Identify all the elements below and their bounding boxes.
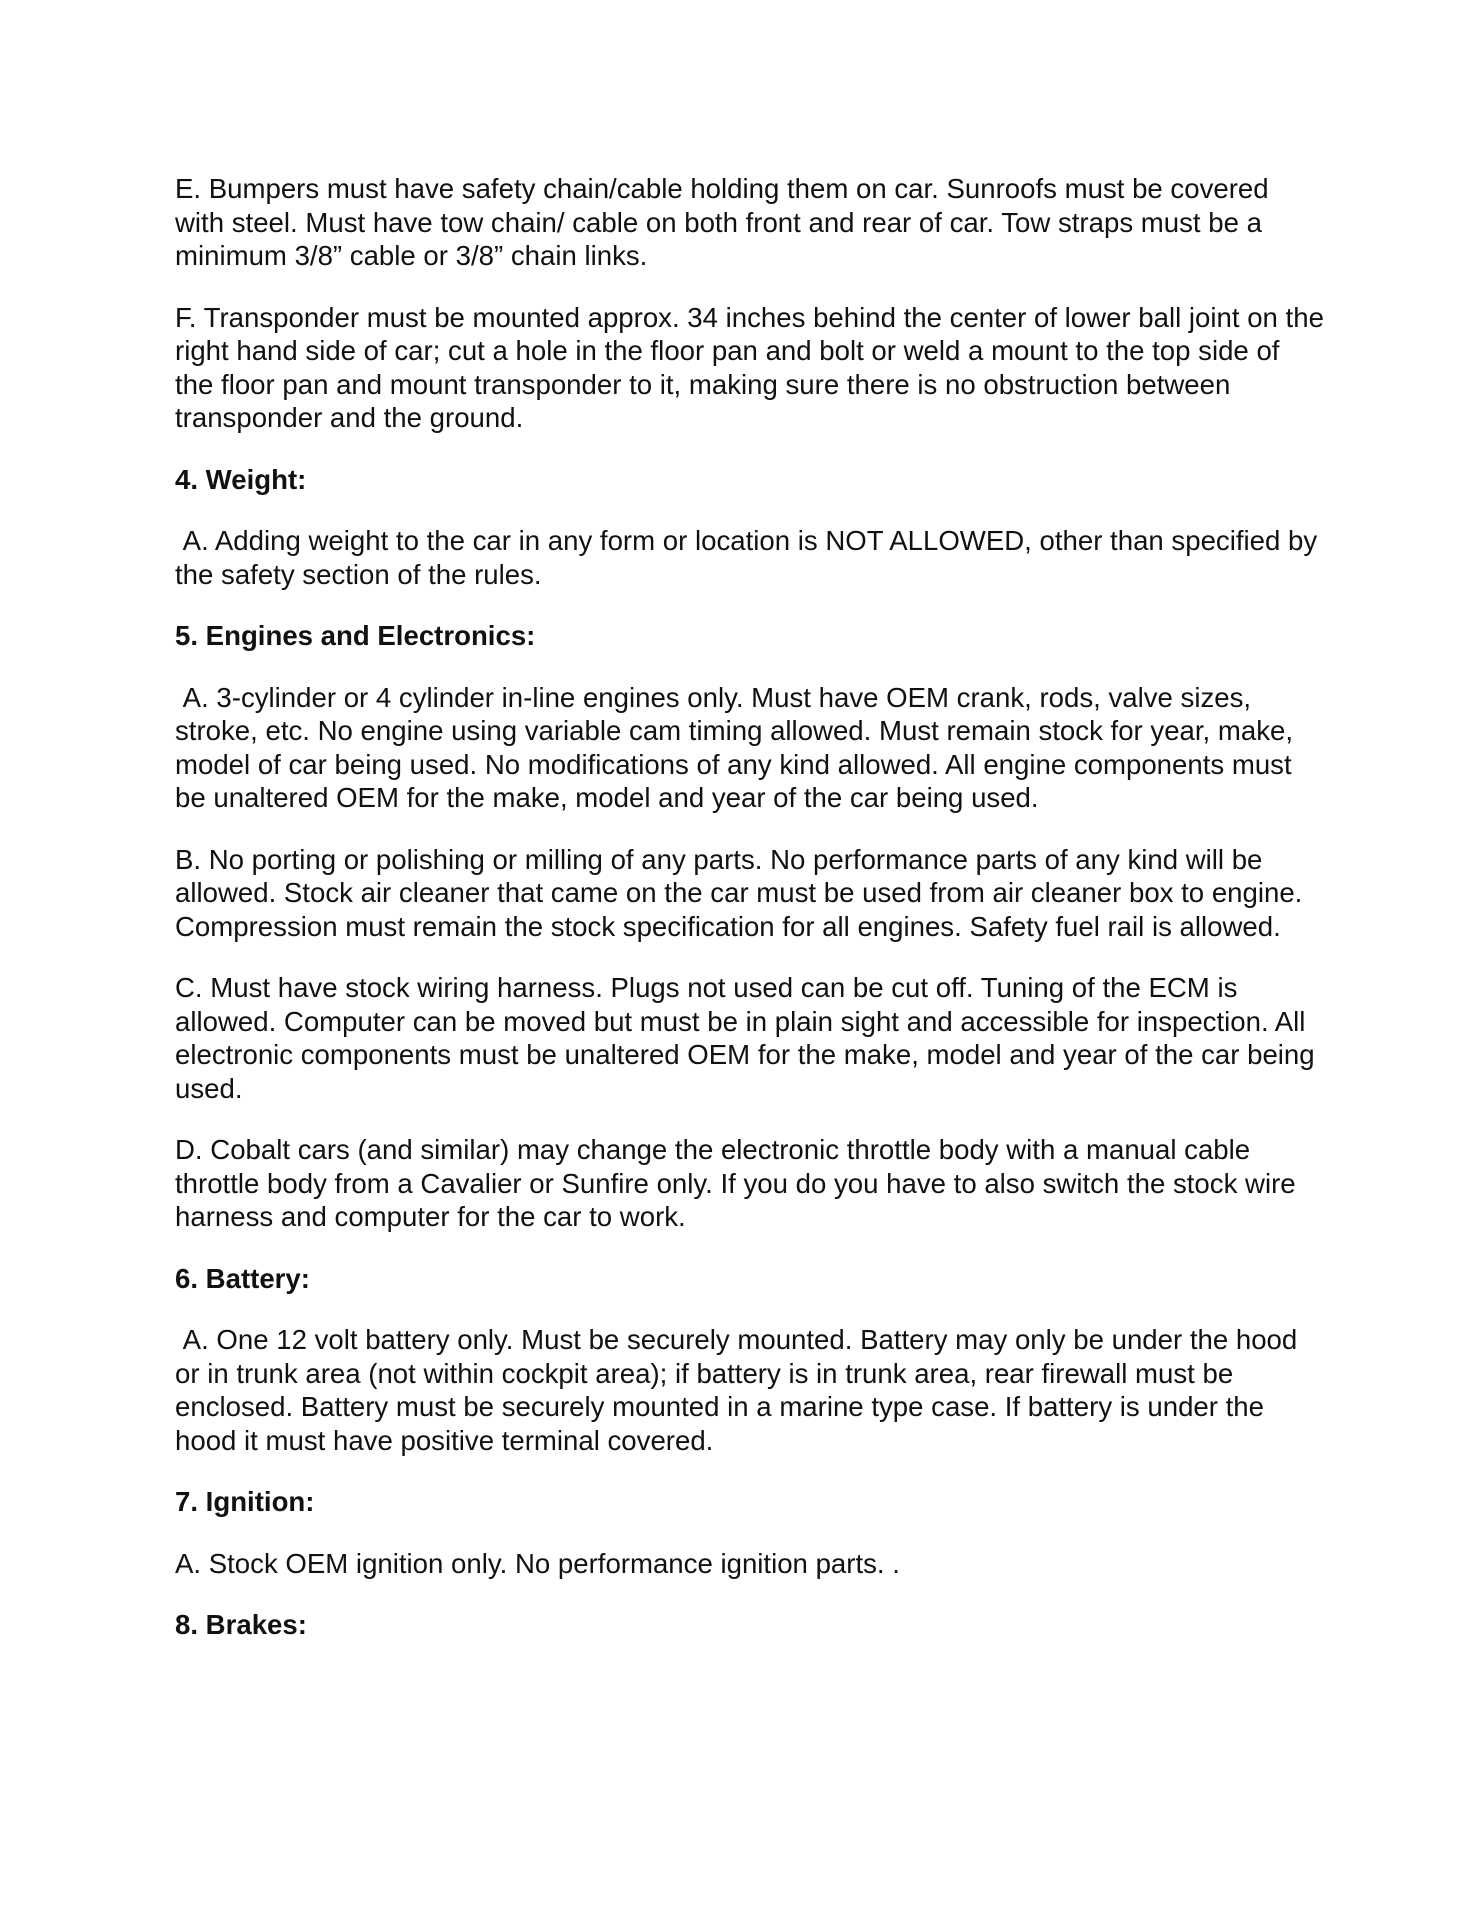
rule-paragraph-engines-d: D. Cobalt cars (and similar) may change the electronic throttle body with a manual cable throttle body from a Cavalier or Sunfire only. If you do you have to also switch the stock wire harness and computer for the car to work. xyxy=(175,1134,1304,1232)
section-heading-engines: 5. Engines and Electronics: xyxy=(175,620,536,651)
document-body xyxy=(175,172,1332,1670)
rule-paragraph-engines-a: A. 3-cylinder or 4 cylinder in-line engines only. Must have OEM crank, rods, valve sizes, stroke, etc. No engine using variable cam timing allowed. Must remain stock for year, make, model of car being used. No modifications of any kind allowed. All engine components must be unaltered OEM for the make, model and year of the car being used. xyxy=(175,681,1301,813)
rule-paragraph-battery-a: A. One 12 volt battery only. Must be securely mounted. Battery may only be under the hood or in trunk area (not within cockpit area); if battery is in trunk area, rear firewall must be enclosed. Battery must be securely mounted in a marine type case. If battery is under the hood it must have positive terminal covered. xyxy=(175,1324,1305,1456)
rule-paragraph-engines-c: C. Must have stock wiring harness. Plugs not used can be cut off. Tuning of the ECM is allowed. Computer can be moved but must be in plain sight and accessible for inspection. All electronic components must be unaltered OEM for the make, model and year of the car being used. xyxy=(175,972,1323,1104)
section-heading-battery: 6. Battery: xyxy=(175,1262,310,1294)
section-heading-brakes: 8. Brakes: xyxy=(175,1609,307,1640)
rule-paragraph-e-bumpers: E. Bumpers must have safety chain/cable holding them on car. Sunroofs must be covered with steel. Must have tow chain/ cable on both front and rear of car. Tow straps must be a minimum 3/8” cable or 3/8” chain links. xyxy=(175,173,1277,271)
rule-paragraph-engines-b: B. No porting or polishing or milling of any parts. No performance parts of any kind will be allowed. Stock air cleaner that came on the car must be used from air cleaner box to engine. Compression must remain the stock specification for all engines. Safety fuel rail is allowed. xyxy=(175,843,1311,942)
rule-paragraph-f-transponder: F. Transponder must be mounted approx. 34 inches behind the center of lower ball joint on the right hand side of car; cut a hole in the floor pan and bolt or weld a mount to the top side of the floor pan and mount transponder to it, making sure there is no obstruction between transponder and the ground. xyxy=(175,301,1332,433)
section-heading-weight: 4. Weight: xyxy=(175,463,307,495)
rule-paragraph-weight-a: A. Adding weight to the car in any form or location is NOT ALLOWED, other than specified by the safety section of the rules. xyxy=(175,525,1325,590)
rule-paragraph-ignition-a: A. Stock OEM ignition only. No performance ignition parts. . xyxy=(175,1547,900,1579)
section-heading-ignition: 7. Ignition: xyxy=(175,1486,315,1517)
